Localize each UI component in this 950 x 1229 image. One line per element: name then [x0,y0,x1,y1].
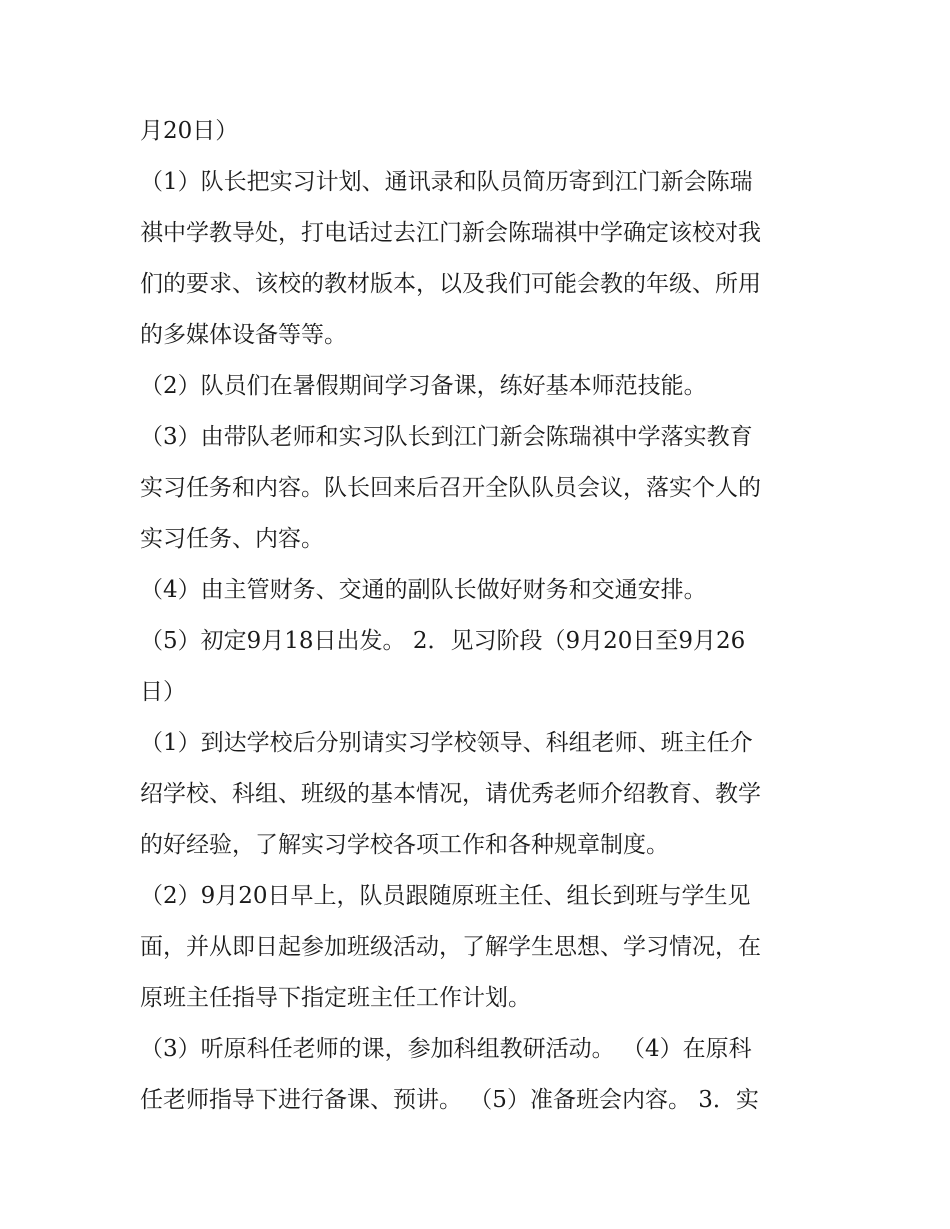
text-line: （2）9月20日早上，队员跟随原班主任、组长到班与学生见 [140,883,751,909]
text-line: 面，并从即日起参加班级活动，了解学生思想、学习情况，在 [140,934,761,960]
text-line: （1）队长把实习计划、通讯录和队员简历寄到江门新会陈瑞 [140,169,753,195]
text-line: 祺中学教导处，打电话过去江门新会陈瑞祺中学确定该校对我 [140,220,761,246]
document-body [140,106,812,1126]
text-line: （5）初定9月18日出发。 2．见习阶段（9月20日至9月26 [140,628,746,654]
text-line: 日） [140,679,186,705]
text-line: （3）由带队老师和实习队长到江门新会陈瑞祺中学落实教育 [140,424,753,450]
text-line: 的好经验，了解实习学校各项工作和各种规章制度。 [140,832,669,858]
text-line: （2）队员们在暑假期间学习备课，练好基本师范技能。 [140,373,707,399]
text-line: 们的要求、该校的教材版本，以及我们可能会教的年级、所用 [140,271,761,297]
text-line: （1）到达学校后分别请实习学校领导、科组老师、班主任介 [140,730,753,756]
text-line: 任老师指导下进行备课、预讲。 （5）准备班会内容。 3．实 [140,1087,759,1113]
text-line: 绍学校、科组、班级的基本情况，请优秀老师介绍教育、教学 [140,781,761,807]
text-line: 月20日） [140,118,239,144]
text-line: （4）由主管财务、交通的副队长做好财务和交通安排。 [140,577,707,603]
text-line: 原班主任指导下指定班主任工作计划。 [140,985,531,1011]
text-line: 实习任务和内容。队长回来后召开全队队员会议，落实个人的 [140,475,761,501]
text-line: 实习任务、内容。 [140,526,324,552]
text-line: （3）听原科任老师的课，参加科组教研活动。 （4）在原科 [140,1036,752,1062]
text-line: 的多媒体设备等等。 [140,322,347,348]
